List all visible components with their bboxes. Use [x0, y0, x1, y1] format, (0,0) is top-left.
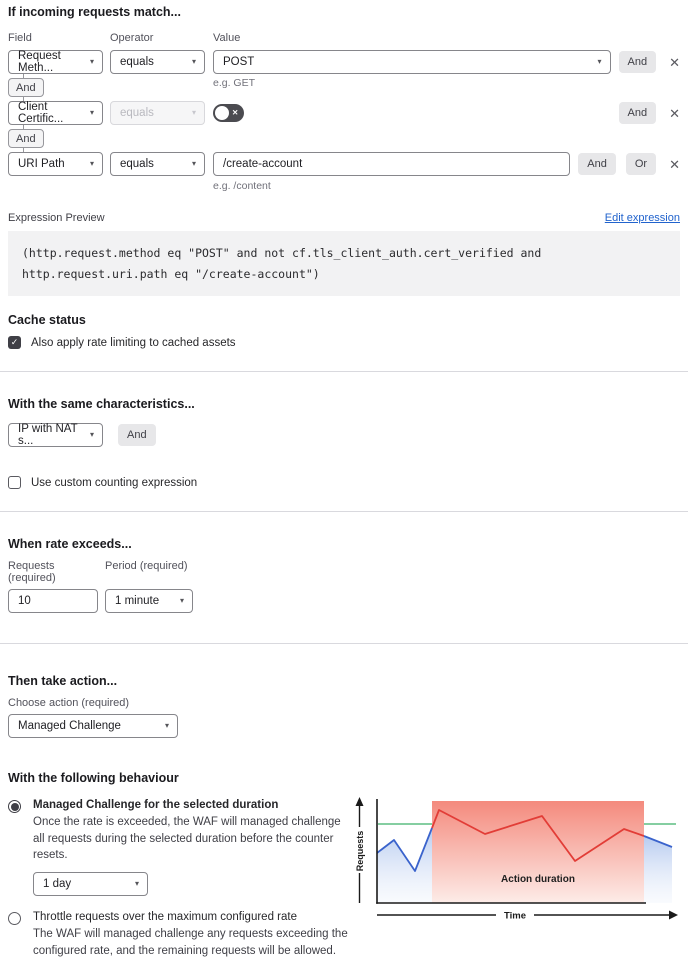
characteristic-and-button[interactable]: And: [118, 424, 156, 446]
value-column-label: Value: [213, 32, 241, 44]
remove-condition-1-icon[interactable]: ✕: [669, 54, 680, 70]
connector-and-button-2[interactable]: And: [8, 129, 44, 148]
behaviour-option-managed-challenge: [8, 799, 352, 896]
expression-code: (http.request.method eq "POST" and not cf.tls_client_auth.cert_verified and http.request.uri.path eq "/create-account"): [8, 231, 680, 296]
y-axis-label: [355, 797, 365, 903]
value-hint-3: e.g. /content: [213, 180, 271, 192]
radio-selected[interactable]: [8, 800, 21, 813]
connector-line: [23, 148, 24, 152]
chevron-down-icon: ▾: [179, 596, 184, 606]
chevron-down-icon: ▾: [191, 159, 196, 168]
chevron-down-icon: ▾: [597, 57, 602, 66]
toggle-x-icon: ✕: [232, 108, 239, 118]
cache-checkbox-checked[interactable]: [8, 336, 21, 349]
field-column-label: Field: [8, 32, 32, 44]
behaviour-title: With the following behaviour: [8, 771, 179, 786]
operator-select-1[interactable]: [110, 50, 205, 74]
chevron-down-icon: ▾: [89, 159, 94, 168]
characteristics-title: With the same characteristics...: [8, 397, 195, 412]
option1-description: Once the rate is exceeded, the WAF will managed challenge all requests during the selected duration before the counter resets.: [33, 816, 341, 862]
value-select-1-value: POST: [223, 56, 255, 68]
connector-and-button-1[interactable]: And: [8, 78, 44, 97]
and-button-row-2[interactable]: And: [619, 102, 657, 124]
condition-column-labels: [8, 32, 680, 44]
section-divider: [0, 371, 688, 372]
connector-band-2: [8, 125, 680, 152]
option2-description: The WAF will managed challenge any requests exceeding the configured rate, and the remaining requests will be allowed.: [33, 928, 348, 957]
field-select-3[interactable]: [8, 152, 103, 176]
period-select-value: 1 minute: [115, 595, 160, 608]
option1-label[interactable]: Managed Challenge for the selected duration: [33, 799, 279, 812]
choose-action-label: Choose action (required): [8, 697, 130, 710]
arrow-up-icon: [356, 797, 364, 806]
condition-row-2: [8, 101, 680, 125]
period-select[interactable]: [105, 589, 193, 613]
match-section-title: If incoming requests match...: [8, 5, 181, 19]
cache-status-title: Cache status: [8, 313, 86, 328]
operator-select-2-disabled: [110, 101, 205, 125]
duration-select-value: 1 day: [43, 878, 72, 891]
field-select-1[interactable]: [8, 50, 103, 74]
connector-line: [23, 97, 24, 101]
condition-row-3: [8, 152, 680, 176]
connector-band-1: [8, 74, 680, 101]
custom-counting-label[interactable]: Use custom counting expression: [31, 476, 198, 489]
condition-row-1: [8, 50, 680, 74]
arrow-right-icon: [669, 911, 678, 920]
characteristic-select-value: IP with NAT s...: [18, 423, 78, 448]
field-select-3-value: URI Path: [18, 158, 65, 170]
chevron-down-icon: ▾: [191, 57, 196, 66]
condition-connector-1: [8, 74, 680, 101]
value-select-1[interactable]: [213, 50, 611, 74]
svg-text:Time: Time: [503, 910, 527, 922]
remove-condition-3-icon[interactable]: ✕: [669, 156, 680, 172]
operator-column-label: Operator: [110, 32, 154, 44]
x-axis-label: [377, 911, 678, 922]
action-title: Then take action...: [8, 674, 118, 689]
and-button-row-1[interactable]: And: [619, 51, 657, 73]
and-button-row-3[interactable]: And: [578, 153, 616, 175]
toggle-knob: [215, 106, 229, 120]
behaviour-option-throttle: [8, 911, 352, 959]
chevron-down-icon: ▾: [134, 879, 139, 889]
radio-unselected[interactable]: [8, 912, 21, 925]
chart-plot-layer: [377, 801, 676, 903]
cache-checkbox-label[interactable]: Also apply rate limiting to cached assets: [31, 336, 236, 349]
field-select-1-value: Request Meth...: [18, 50, 61, 74]
svg-text:Requests: Requests: [355, 831, 365, 872]
value-hint-1: e.g. GET: [213, 77, 256, 89]
rate-limit-diagram: [352, 793, 680, 926]
rate-title: When rate exceeds...: [8, 537, 132, 552]
duration-select[interactable]: [33, 872, 148, 896]
chevron-down-icon: ▾: [89, 57, 94, 66]
edit-expression-link[interactable]: Edit expression: [604, 212, 680, 224]
value-input-3[interactable]: [213, 152, 570, 176]
condition-connector-2: [8, 125, 680, 152]
chevron-down-icon: ▾: [164, 721, 169, 731]
operator-select-3[interactable]: [110, 152, 205, 176]
field-select-2[interactable]: [8, 101, 103, 125]
requests-label: Requests (required): [8, 560, 56, 585]
behaviour-chart: [352, 793, 680, 931]
action-select[interactable]: [8, 714, 178, 738]
operator-select-2-value: equals: [120, 107, 154, 119]
expression-preview-label: Expression Preview: [8, 212, 105, 224]
chevron-down-icon: ▾: [89, 108, 94, 117]
chevron-down-icon: ▾: [89, 430, 94, 440]
value-toggle-off[interactable]: [213, 104, 244, 122]
operator-select-1-value: equals: [120, 56, 154, 68]
remove-condition-2-icon[interactable]: ✕: [669, 105, 680, 121]
requests-input[interactable]: [8, 589, 98, 613]
option2-label[interactable]: Throttle requests over the maximum configured rate: [33, 911, 297, 924]
custom-counting-checkbox-unchecked[interactable]: [8, 476, 21, 489]
section-divider: [0, 643, 688, 644]
or-button-row-3[interactable]: Or: [626, 153, 656, 175]
action-select-value: Managed Challenge: [18, 720, 121, 733]
field-select-2-value: Client Certific...: [18, 101, 64, 125]
operator-select-3-value: equals: [120, 158, 154, 170]
action-duration-annotation: Action duration: [501, 874, 575, 886]
period-label: Period (required): [105, 560, 188, 573]
section-divider: [0, 511, 688, 512]
characteristic-select[interactable]: [8, 423, 103, 447]
check-icon: ✓: [10, 337, 19, 348]
chevron-down-icon: ▾: [191, 108, 196, 117]
